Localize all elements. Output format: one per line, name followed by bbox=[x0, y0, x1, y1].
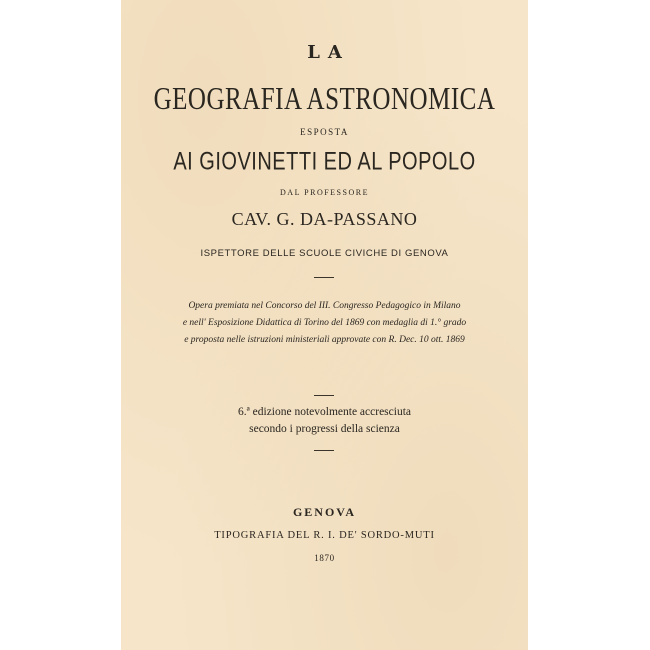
article-la: LA bbox=[307, 42, 350, 63]
award-note-line: e nell' Esposizione Didattica di Torino del 1869 con medaglia di 1.° grado bbox=[182, 318, 467, 328]
dal-professore-label: DAL PROFESSORE bbox=[280, 188, 369, 197]
esposta-label: ESPOSTA bbox=[300, 127, 349, 137]
divider-rule bbox=[314, 277, 334, 278]
title-page bbox=[121, 0, 528, 650]
divider-rule bbox=[314, 450, 334, 451]
author-role: ISPETTORE DELLE SCUOLE CIVICHE DI GENOVA bbox=[200, 248, 449, 259]
edition-line: 6.ª edizione notevolmente accresciuta bbox=[237, 406, 412, 418]
award-note-line: e proposta nelle istruzioni ministeriali approvate con R. Dec. 10 ott. 1869 bbox=[184, 335, 465, 345]
book-subtitle: AI GIOVINETTI ED AL POPOLO bbox=[173, 148, 476, 176]
imprint-city: GENOVA bbox=[292, 505, 357, 519]
book-title: GEOGRAFIA ASTRONOMICA bbox=[153, 82, 496, 117]
imprint-printer: TIPOGRAFIA DEL R. I. DE' SORDO-MUTI bbox=[214, 530, 435, 541]
edition-note bbox=[121, 404, 528, 438]
divider-rule bbox=[314, 395, 334, 396]
edition-line: secondo i progressi della scienza bbox=[249, 423, 400, 435]
award-note bbox=[121, 298, 528, 349]
imprint-year: 1870 bbox=[314, 553, 335, 563]
award-note-line: Opera premiata nel Concorso del III. Congresso Pedagogico in Milano bbox=[188, 301, 461, 311]
author-name: CAV. G. DA-PASSANO bbox=[231, 209, 418, 229]
